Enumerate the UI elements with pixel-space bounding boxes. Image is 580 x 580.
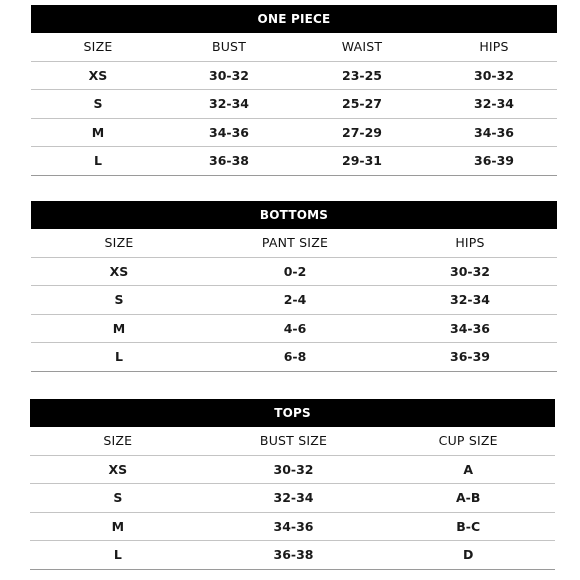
table-row — [31, 343, 557, 372]
bust-cell: 30-32 — [209, 67, 249, 83]
size-cell: M — [111, 518, 125, 534]
pant-size-cell: 4-6 — [283, 320, 307, 336]
table-row — [30, 541, 555, 570]
bottoms-table-title: BOTTOMS — [31, 201, 557, 229]
waist-cell: 27-29 — [342, 124, 382, 140]
cup-size-cell: B-C — [456, 518, 481, 534]
cup-size-cell: A — [463, 461, 474, 477]
column-header-hips: HIPS — [479, 39, 509, 55]
bust-size-cell: 34-36 — [273, 518, 314, 534]
tops-size-table — [30, 399, 555, 570]
hips-cell: 30-32 — [474, 67, 514, 83]
table-row — [30, 456, 555, 485]
pant-size-cell: 6-8 — [283, 349, 307, 365]
hips-cell: 34-36 — [474, 124, 514, 140]
column-header-bust: BUST — [211, 39, 247, 55]
bottoms-size-table — [31, 201, 557, 372]
cup-size-cell: D — [462, 547, 474, 563]
waist-cell: 25-27 — [342, 96, 382, 112]
size-cell: S — [113, 490, 123, 506]
size-cell: S — [93, 96, 103, 112]
bust-cell: 32-34 — [209, 96, 249, 112]
hips-cell: 32-34 — [474, 96, 514, 112]
hips-cell: 36-39 — [450, 349, 490, 365]
table-row — [31, 258, 557, 287]
pant-size-cell: 2-4 — [283, 292, 307, 308]
bust-size-cell: 36-38 — [273, 547, 314, 563]
tops-table-title: TOPS — [30, 399, 555, 427]
column-header-size: SIZE — [104, 235, 134, 251]
column-header-pant-size: PANT SIZE — [261, 235, 329, 251]
table-row — [31, 62, 557, 91]
hips-cell: 36-39 — [474, 153, 514, 169]
pant-size-cell: 0-2 — [283, 263, 307, 279]
one-piece-table-title: ONE PIECE — [31, 5, 557, 33]
table-row — [30, 484, 555, 513]
size-cell: S — [114, 292, 124, 308]
waist-cell: 29-31 — [342, 153, 382, 169]
table-row — [31, 90, 557, 119]
size-cell: XS — [88, 67, 108, 83]
bust-size-cell: 32-34 — [273, 490, 314, 506]
bust-size-cell: 30-32 — [273, 461, 314, 477]
column-header-size: SIZE — [103, 433, 133, 449]
one-piece-size-table — [31, 5, 557, 176]
table-header-row — [31, 33, 557, 62]
column-header-waist: WAIST — [341, 39, 383, 55]
bust-cell: 36-38 — [209, 153, 249, 169]
column-header-size: SIZE — [83, 39, 113, 55]
size-cell: M — [112, 320, 126, 336]
size-cell: L — [94, 153, 102, 169]
hips-cell: 34-36 — [450, 320, 490, 336]
size-cell: XS — [108, 461, 128, 477]
table-row — [30, 513, 555, 542]
table-row — [31, 286, 557, 315]
hips-cell: 32-34 — [450, 292, 490, 308]
column-header-bust-size: BUST SIZE — [259, 433, 328, 449]
waist-cell: 23-25 — [342, 67, 382, 83]
size-cell: M — [91, 124, 105, 140]
hips-cell: 30-32 — [450, 263, 490, 279]
table-row — [31, 119, 557, 148]
size-cell: L — [115, 349, 123, 365]
size-cell: XS — [109, 263, 129, 279]
column-header-hips: HIPS — [455, 235, 485, 251]
table-row — [31, 315, 557, 344]
table-header-row — [30, 427, 555, 456]
table-header-row — [31, 229, 557, 258]
size-cell: L — [113, 547, 122, 563]
column-header-cup-size: CUP SIZE — [438, 433, 498, 449]
cup-size-cell: A-B — [455, 490, 481, 506]
table-row — [31, 147, 557, 176]
bust-cell: 34-36 — [209, 124, 249, 140]
